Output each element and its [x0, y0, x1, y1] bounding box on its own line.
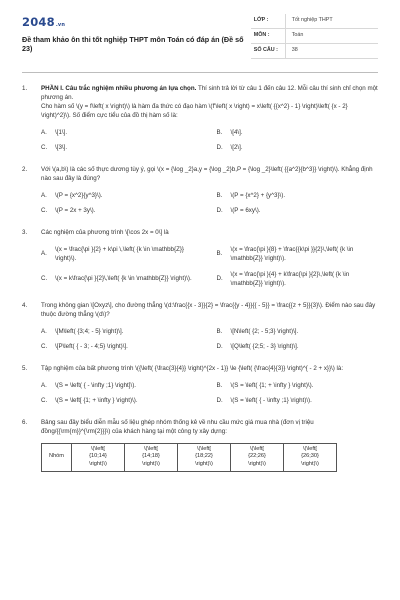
- option-a[interactable]: [41, 382, 203, 391]
- option-text: \(P = 6xy\).: [230, 206, 261, 214]
- document-title: Đề tham khảo ôn thi tốt nghiệp THPT môn Toán có đáp án (Đề số 23): [22, 34, 244, 54]
- question-1: [22, 85, 378, 153]
- option-text: \(P = 2x + 3y\).: [55, 206, 96, 214]
- option-letter: B.: [216, 191, 223, 199]
- option-text: \(S = \left( { - \infty ;1} \right)\).: [230, 396, 312, 404]
- table-row-label: Nhóm: [42, 443, 72, 471]
- options: [41, 192, 378, 216]
- option-c[interactable]: [41, 144, 203, 153]
- meta-key: SỐ CÂU :: [253, 47, 278, 54]
- option-letter: C.: [41, 275, 48, 283]
- option-text: \[2\].: [230, 143, 243, 151]
- question-number: 4.: [22, 301, 28, 309]
- header-divider: [22, 72, 378, 73]
- option-letter: A.: [41, 381, 47, 389]
- option-text: \[3\].: [55, 143, 68, 151]
- question-2: [22, 166, 378, 216]
- option-c[interactable]: [41, 343, 203, 352]
- question-text: Tập nghiệm của bất phương trình \({\left( {\frac{3}{4}} \right)^{2x - 1}} \le {\left( {\frac{4}{3}} \right)^{ - 2 + x}}\) là:: [41, 364, 344, 372]
- meta-key: LỚP :: [253, 17, 269, 24]
- option-c[interactable]: [41, 207, 203, 216]
- option-letter: C.: [41, 206, 48, 214]
- option-b[interactable]: [217, 328, 379, 337]
- question-text: [41, 85, 378, 103]
- option-text: \(S = \left( {1; + \infty } \right)\).: [230, 381, 314, 389]
- option-letter: B.: [216, 381, 223, 389]
- question-body: [41, 365, 378, 406]
- option-text: \(P = {x^2} + {y^3}\).: [230, 191, 286, 199]
- question-number: 5.: [22, 364, 28, 372]
- option-text: \[M\left( {3;4; - 5} \right)\].: [55, 327, 124, 335]
- option-text: \[P\left( { - 3; - 4;5} \right)\].: [55, 342, 128, 350]
- option-letter: D.: [216, 275, 223, 283]
- meta-row-question-count: [251, 44, 378, 59]
- option-a[interactable]: [41, 246, 203, 264]
- question-4: [22, 302, 378, 352]
- option-a[interactable]: [41, 192, 203, 201]
- question-3: [22, 229, 378, 289]
- question-text: Bảng sau đây biểu diễn mẫu số liệu ghép nhóm thống kê về nhu cầu mức giá mua nhà (đơn vị triệu đồng/{{\rm{m}}^{\rm{2}}}\) của khách hàng tại một công ty xây dựng:: [41, 418, 314, 435]
- option-letter: B.: [216, 128, 223, 136]
- option-letter: D.: [216, 342, 223, 350]
- option-letter: D.: [216, 143, 223, 151]
- option-a[interactable]: [41, 328, 203, 337]
- question-text: Với \(a,b\) là các số thực dương tùy ý, gọi \(x = {\log _2}a,y = {\log _2}b,P = {\log _2}\left( {{a^2}{b^3}} \right)\). Khẳng định nào sau đây là đúng?: [41, 165, 373, 182]
- site-logo[interactable]: 2048.vn: [22, 15, 66, 29]
- meta-value: Tốt nghiệp THPT: [285, 14, 378, 28]
- option-d[interactable]: [217, 207, 379, 216]
- table-cell: \(\left[ {18;22} \right)\): [178, 443, 231, 471]
- option-d[interactable]: [217, 397, 379, 406]
- question-body: [41, 85, 378, 153]
- options: [41, 129, 378, 153]
- option-letter: C.: [41, 143, 48, 151]
- meta-row-class: [251, 14, 378, 29]
- document-header: [22, 0, 378, 70]
- option-letter: B.: [216, 250, 223, 258]
- options: [41, 246, 378, 289]
- option-d[interactable]: [217, 271, 379, 289]
- meta-row-subject: [251, 29, 378, 44]
- option-text: \(S = \left[ {1; + \infty } \right)\).: [55, 396, 138, 404]
- option-c[interactable]: [41, 271, 203, 289]
- option-letter: A.: [41, 327, 47, 335]
- option-text: \(x = k\frac{\pi }{2}\,\left( {k \in \mathbb{Z}} \right)\).: [55, 275, 192, 283]
- question-text: Trong không gian \[Oxyz\], cho đường thẳng \(d:\frac{{x - 3}}{2} = \frac{{y - 4}}{{ - 5}} = \frac{{z + 5}}{3}\). Điểm nào sau đây thuộc đường thẳng \(d\)?: [41, 301, 376, 318]
- option-b[interactable]: [217, 382, 379, 391]
- option-d[interactable]: [217, 144, 379, 153]
- option-text: \[Q\left( {2;5; - 3} \right)\].: [230, 342, 299, 350]
- question-text: Các nghiệm của phương trình \[\cos 2x = 0\] là: [41, 228, 169, 236]
- meta-value: Toán: [285, 29, 378, 43]
- option-text: \(S = \left( { - \infty ;1} \right]\).: [55, 381, 136, 389]
- option-letter: A.: [41, 250, 47, 258]
- option-letter: C.: [41, 342, 48, 350]
- option-letter: A.: [41, 128, 47, 136]
- options: [41, 328, 378, 352]
- option-text: \[N\left( {2; - 5;3} \right)\].: [230, 327, 299, 335]
- table-cell: \(\left[ {14;18} \right)\): [125, 443, 178, 471]
- question-body: [41, 419, 378, 472]
- option-b[interactable]: [217, 129, 379, 138]
- table-cell: \(\left[ {22;26} \right)\): [231, 443, 284, 471]
- question-body: [41, 302, 378, 352]
- option-letter: B.: [216, 327, 223, 335]
- options: [41, 382, 378, 406]
- option-letter: C.: [41, 396, 48, 404]
- question-number: 6.: [22, 418, 28, 426]
- option-text: \(x = \frac{\pi }{4} + k\frac{\pi }{2}\,\left( {k \in \mathbb{Z}} \right)\).: [230, 270, 350, 287]
- option-b[interactable]: [217, 192, 379, 201]
- question-stem: Cho hàm số \(y = f\left( x \right)\) là hàm đa thức có đạo hàm \(f'\left( x \right) = x\left( {{x^2} - 1} \right)\left( {x - 2} \right)^2}\). Số điểm cực tiểu của đồ thị hàm số là:: [41, 102, 348, 119]
- option-text: \[1\].: [55, 128, 68, 136]
- brand-block: [22, 14, 251, 70]
- section-instruction: Thí sinh trả lời từ câu 1 đến câu 12. Mỗi câu thí sinh chỉ chọn một phương án.: [41, 85, 378, 101]
- option-text: \(P = {x^2}{y^3}\).: [55, 191, 103, 199]
- question-body: [41, 229, 378, 289]
- table-cell: \(\left[ {26;30} \right)\): [284, 443, 337, 471]
- option-text: \[4\].: [230, 128, 243, 136]
- option-text: \(x = \frac{\pi }{2} + k\pi \,\left( {k \in \mathbb{Z}} \right)\).: [55, 245, 184, 262]
- option-c[interactable]: [41, 397, 203, 406]
- meta-key: MÔN :: [253, 32, 270, 39]
- frequency-table: [41, 443, 337, 472]
- option-letter: D.: [216, 396, 223, 404]
- question-6: [22, 419, 378, 472]
- option-letter: A.: [41, 191, 47, 199]
- table-row: [42, 443, 337, 471]
- option-letter: D.: [216, 206, 223, 214]
- question-number: 2.: [22, 165, 28, 173]
- question-body: [41, 166, 378, 216]
- option-b[interactable]: [217, 246, 379, 264]
- question-number: 3.: [22, 228, 28, 236]
- table-cell: \(\left[ {10;14} \right)\): [72, 443, 125, 471]
- section-heading: PHẦN I. Câu trắc nghiệm nhiều phương án lựa chọn.: [41, 85, 197, 92]
- option-d[interactable]: [217, 343, 379, 352]
- meta-value: 38: [285, 44, 378, 58]
- option-a[interactable]: [41, 129, 203, 138]
- meta-table: [251, 14, 378, 70]
- question-number: 1.: [22, 85, 28, 92]
- question-5: [22, 365, 378, 406]
- option-text: \(x = \frac{\pi }{8} + \frac{{k\pi }}{2}\,\left( {k \in \mathbb{Z}} \right)\).: [230, 245, 354, 262]
